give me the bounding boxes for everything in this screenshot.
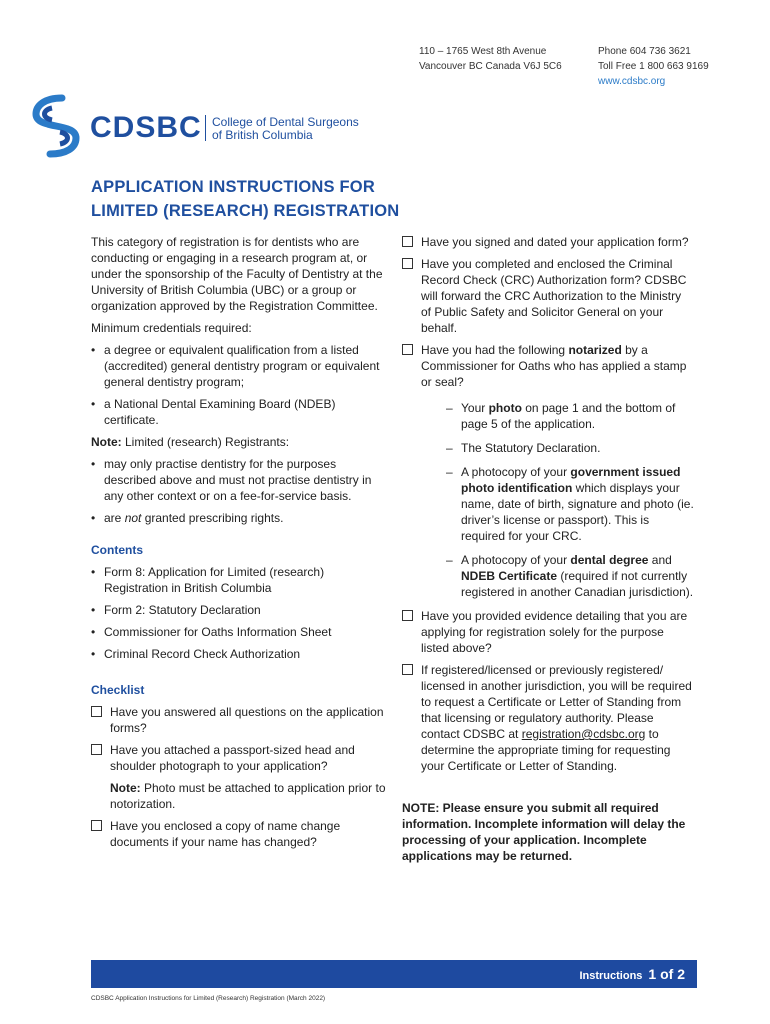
checklist-item: Have you had the following notarized by a Commissioner for Oaths who has applied a stamp or seal?	[402, 342, 694, 390]
checklist-item: Have you signed and dated your application form?	[402, 234, 694, 250]
notarize-list	[402, 400, 694, 600]
contents-item: • Criminal Record Check Authorization	[91, 646, 389, 662]
website-link[interactable]: www.cdsbc.org	[598, 76, 666, 87]
title-line: APPLICATION INSTRUCTIONS FOR	[91, 178, 375, 196]
intro-paragraph: This category of registration is for dentists who are conducting or engaging in a research program at, or under the sponsorship of the Faculty of Dentistry at the University of British Columbia (UBC) or a group or organization approved by the Registration Committee.	[91, 235, 383, 313]
note-line	[91, 434, 389, 450]
contents-heading: Contents	[91, 543, 143, 557]
checkbox[interactable]	[402, 664, 413, 675]
page-number: 1 of 2	[648, 966, 685, 982]
credential-item: • a degree or equivalent qualification from a listed (accredited) general dentistry program or equivalent general dentistry program;	[91, 342, 389, 390]
checklist-item: Have you completed and enclosed the Criminal Record Check (CRC) Authorization form? CDSBC will forward the CRC Authorization to the Ministry of Public Safety and Solicitor General on your behalf.	[402, 256, 694, 336]
checklist-item: Have you enclosed a copy of name change documents if your name has changed?	[91, 818, 389, 850]
contents-item: • Commissioner for Oaths Information Sheet	[91, 624, 389, 640]
registration-email-link[interactable]: registration@cdsbc.org	[521, 727, 646, 741]
checklist-heading: Checklist	[91, 683, 145, 697]
notarize-item: – A photocopy of your dental degree and NDEB Certificate (required if not currently registered in another Canadian jurisdiction).	[446, 552, 694, 600]
address-block	[419, 44, 562, 74]
final-note: NOTE: Please ensure you submit all required information. Incomplete information will delay the processing of your application. Incomplete applications may be returned.	[402, 801, 686, 863]
checkbox[interactable]	[402, 258, 413, 269]
note-bullet: • may only practise dentistry for the purposes described above and must not practise dentistry in any other context or on a fee-for-service basis.	[91, 456, 389, 504]
address-line: Vancouver BC Canada V6J 5C6	[419, 61, 562, 72]
checklist-item: Have you answered all questions on the application forms?	[91, 704, 389, 736]
logo-name-line: of British Columbia	[212, 128, 313, 142]
checkbox[interactable]	[402, 610, 413, 621]
title-line: LIMITED (RESEARCH) REGISTRATION	[91, 202, 400, 220]
checklist-item: If registered/licensed or previously registered/ licensed in another jurisdiction, you will be required to request a Certificate or Letter of Standing from that licensing or regulatory authority. Please contact CDSBC at registration@cdsbc.org to determine the appropriate timing for requesting your Certificate or Letter of Standing.	[402, 662, 694, 774]
logo-name-line: College of Dental Surgeons	[212, 115, 359, 129]
logo-name	[212, 116, 359, 142]
contents-item: • Form 8: Application for Limited (research) Registration in British Columbia	[91, 564, 389, 596]
checkbox[interactable]	[91, 820, 102, 831]
fine-print: CDSBC Application Instructions for Limited (Research) Registration (March 2022)	[91, 995, 326, 1002]
note-label: Note:	[91, 435, 122, 449]
min-credentials-label: Minimum credentials required:	[91, 321, 252, 335]
page-title	[91, 175, 491, 223]
checklist-item: Have you provided evidence detailing that you are applying for registration solely for the purpose listed above?	[402, 608, 694, 656]
right-column	[402, 234, 694, 864]
footer-bar	[91, 960, 697, 988]
contact-block	[598, 44, 709, 89]
notarize-item: – A photocopy of your government issued photo identification which displays your name, date of birth, signature and photo (ie. driver’s license or passport). This is required for your CRC.	[446, 464, 694, 544]
note-bullet: • are not granted prescribing rights.	[91, 510, 389, 526]
checkbox[interactable]	[402, 344, 413, 355]
checkbox[interactable]	[91, 744, 102, 755]
toll-free-text: Toll Free 1 800 663 9169	[598, 61, 709, 72]
checkbox[interactable]	[402, 236, 413, 247]
photo-note: Note: Photo must be attached to application prior to notorization.	[110, 781, 386, 811]
address-line: 110 – 1765 West 8th Avenue	[419, 46, 547, 57]
logo-divider	[205, 115, 206, 141]
notarize-item: – Your photo on page 1 and the bottom of page 5 of the application.	[446, 400, 694, 432]
checkbox[interactable]	[91, 706, 102, 717]
contents-item: • Form 2: Statutory Declaration	[91, 602, 389, 618]
note-text: Limited (research) Registrants:	[121, 435, 290, 449]
notarize-item: – The Statutory Declaration.	[446, 440, 694, 456]
checklist-item: Have you attached a passport-sized head and shoulder photograph to your application?	[91, 742, 389, 774]
footer-label: Instructions 1 of 2	[579, 966, 685, 982]
left-column	[91, 234, 389, 856]
credential-item: • a National Dental Examining Board (NDEB) certificate.	[91, 396, 389, 428]
phone-text: Phone 604 736 3621	[598, 46, 691, 57]
logo-acronym: CDSBC	[90, 111, 202, 144]
cdsbc-logo-icon	[32, 94, 80, 158]
